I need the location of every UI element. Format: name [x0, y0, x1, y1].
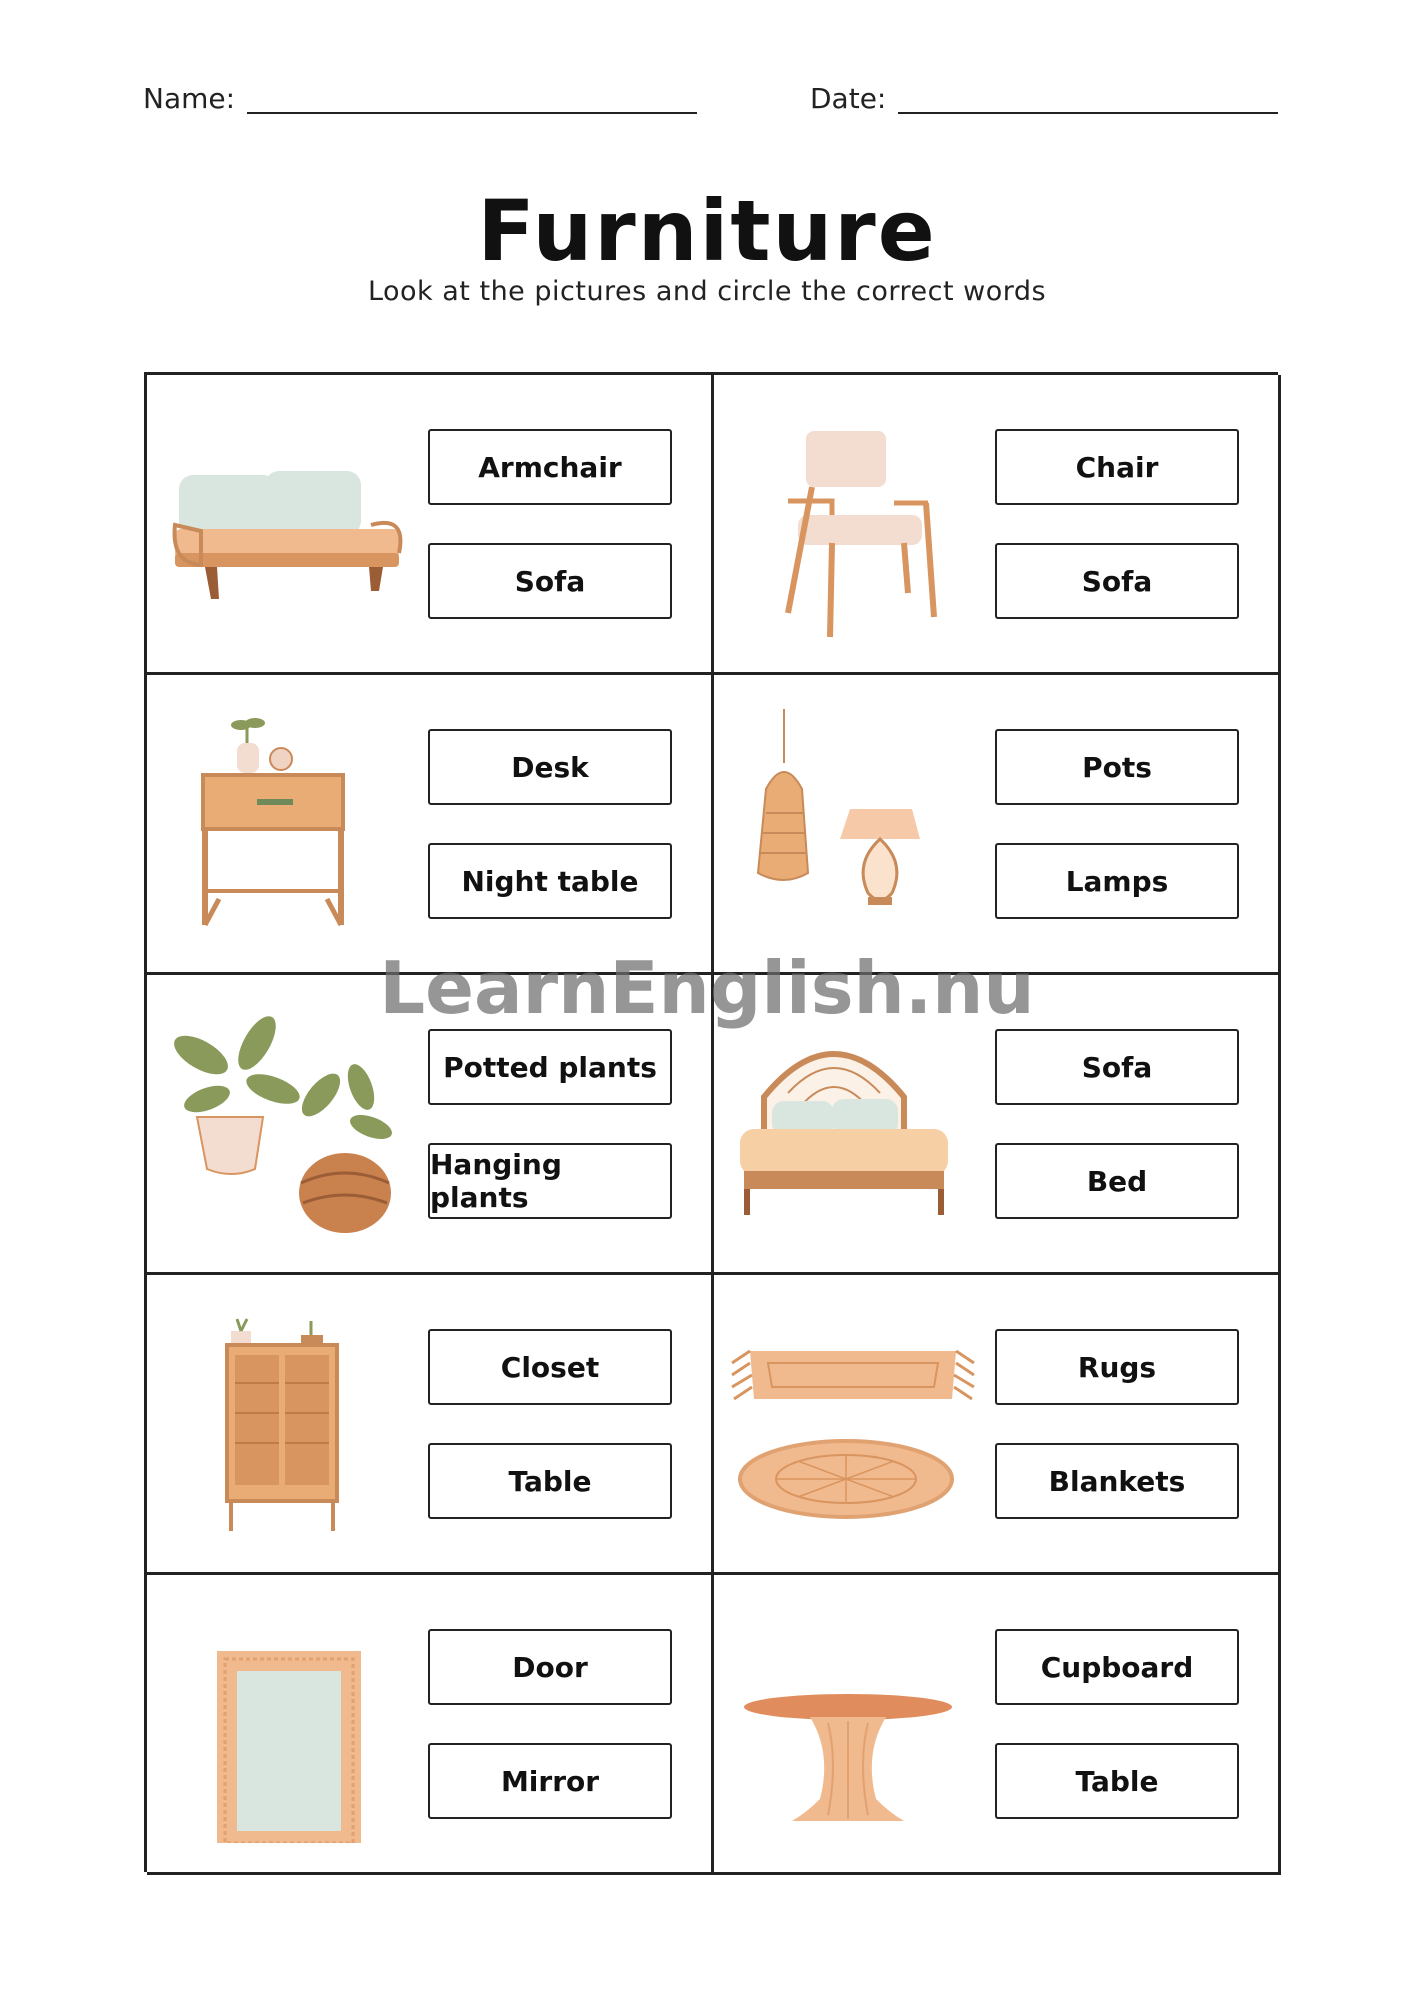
answer-option[interactable]: Chair — [995, 429, 1239, 505]
name-label: Name: — [143, 82, 236, 115]
date-label: Date: — [810, 82, 887, 115]
answer-option[interactable]: Bed — [995, 1143, 1239, 1219]
mirror-icon — [161, 1603, 411, 1843]
exercise-cell — [714, 1275, 1281, 1575]
table-icon — [728, 1603, 978, 1843]
exercise-cell — [147, 675, 714, 975]
answer-option[interactable]: Night table — [428, 843, 672, 919]
exercise-cell — [714, 375, 1281, 675]
date-blank[interactable] — [898, 111, 1278, 114]
exercise-cell — [147, 375, 714, 675]
exercise-cell — [147, 1575, 714, 1875]
exercise-cell — [147, 975, 714, 1275]
answer-option[interactable]: Mirror — [428, 1743, 672, 1819]
night-table-icon — [161, 703, 411, 943]
page-title: Furniture — [477, 182, 937, 280]
sofa-icon — [161, 403, 411, 643]
answer-option[interactable]: Armchair — [428, 429, 672, 505]
answer-option[interactable]: Table — [428, 1443, 672, 1519]
answer-option[interactable]: Sofa — [428, 543, 672, 619]
answer-option[interactable]: Blankets — [995, 1443, 1239, 1519]
watermark: LearnEnglish.nu — [379, 946, 1035, 1030]
date-field[interactable] — [810, 82, 1278, 115]
lamps-icon — [728, 703, 978, 943]
answer-option[interactable]: Table — [995, 1743, 1239, 1819]
answer-option[interactable]: Sofa — [995, 1029, 1239, 1105]
instructions: Look at the pictures and circle the correct words — [367, 276, 1047, 307]
rugs-icon — [728, 1303, 978, 1543]
closet-icon — [161, 1303, 411, 1543]
potted-plants-icon — [161, 1003, 411, 1243]
exercise-cell — [714, 675, 1281, 975]
exercise-cell — [714, 975, 1281, 1275]
name-blank[interactable] — [247, 111, 697, 114]
answer-option[interactable]: Door — [428, 1629, 672, 1705]
exercise-cell — [714, 1575, 1281, 1875]
exercise-grid — [144, 372, 1278, 1872]
answer-option[interactable]: Rugs — [995, 1329, 1239, 1405]
answer-option[interactable]: Cupboard — [995, 1629, 1239, 1705]
answer-option[interactable]: Pots — [995, 729, 1239, 805]
chair-icon — [728, 403, 978, 643]
answer-option[interactable]: Hanging plants — [428, 1143, 672, 1219]
exercise-cell — [147, 1275, 714, 1575]
answer-option[interactable]: Lamps — [995, 843, 1239, 919]
answer-option[interactable]: Potted plants — [428, 1029, 672, 1105]
answer-option[interactable]: Desk — [428, 729, 672, 805]
answer-option[interactable]: Sofa — [995, 543, 1239, 619]
name-field[interactable] — [143, 82, 697, 115]
answer-option[interactable]: Closet — [428, 1329, 672, 1405]
bed-icon — [728, 1003, 978, 1243]
